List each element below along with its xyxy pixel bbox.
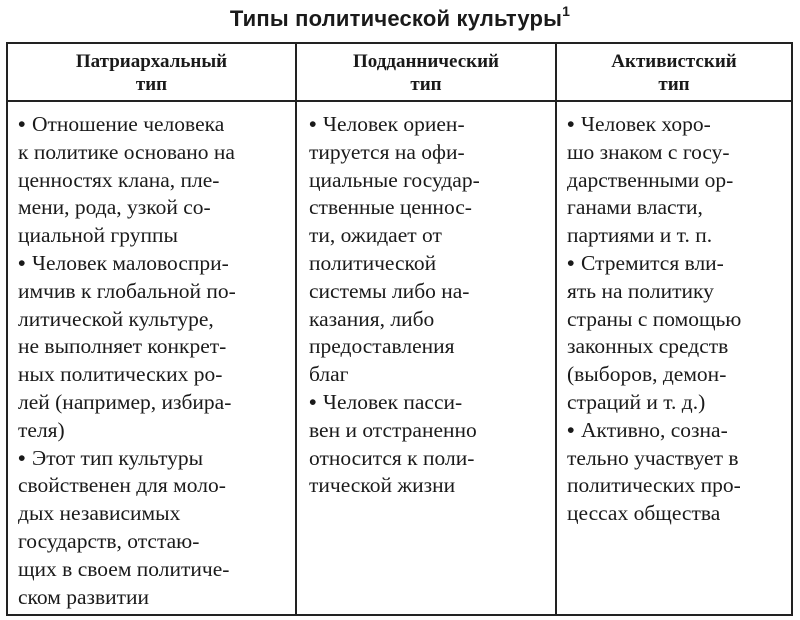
header-participant bbox=[557, 44, 791, 102]
bullet-item-text: законных средств bbox=[567, 334, 729, 359]
bullet-item-text: ственные ценнос- bbox=[309, 195, 472, 220]
header-patriarchal-line-2: тип bbox=[135, 74, 168, 95]
column-participant-body bbox=[557, 102, 791, 614]
header-participant-line-1: Активистский bbox=[611, 51, 737, 72]
bullet-item-text: предоставления bbox=[309, 334, 455, 359]
bullet-item-text: не выполняет конкрет- bbox=[18, 334, 227, 359]
bullet-icon: • bbox=[567, 112, 575, 136]
bullet-item-text: страций и т. д.) bbox=[567, 389, 706, 414]
bullet-item-line bbox=[309, 222, 551, 250]
bullet-item-line bbox=[309, 333, 551, 361]
bullet-icon: • bbox=[309, 112, 317, 136]
bullet-item-text: относится к поли- bbox=[309, 445, 475, 470]
bullet-item-line bbox=[309, 250, 551, 278]
bullet-icon: • bbox=[18, 250, 26, 275]
bullet-item-text: государств, отстаю- bbox=[18, 528, 200, 553]
bullet-item-text: Человек пасси- bbox=[323, 389, 463, 414]
bullet-item-line bbox=[18, 139, 291, 167]
title-text: Типы политической культуры bbox=[229, 6, 563, 31]
bullet-item-line bbox=[567, 389, 787, 417]
bullet-item-text: свойственен для моло- bbox=[18, 473, 226, 498]
bullet-item-text: литической культуре, bbox=[18, 306, 214, 331]
bullet-item-line bbox=[567, 333, 787, 361]
bullet-item-text: шо знаком с госу- bbox=[567, 139, 730, 164]
bullet-icon: • bbox=[567, 417, 575, 442]
bullet-icon: • bbox=[18, 445, 26, 470]
bullet-item-line bbox=[309, 167, 551, 195]
bullet-item bbox=[309, 389, 551, 500]
bullet-item-line bbox=[309, 139, 551, 167]
bullet-item-text: цессах общества bbox=[567, 501, 721, 526]
bullet-item-line bbox=[309, 306, 551, 334]
title-footnote-marker: 1 bbox=[562, 2, 571, 19]
bullet-item-text: Отношение человека bbox=[32, 112, 225, 136]
bullet-item-line bbox=[567, 445, 787, 473]
bullet-icon: • bbox=[309, 389, 317, 414]
bullet-item-line bbox=[18, 306, 291, 334]
bullet-item-line bbox=[309, 445, 551, 473]
bullet-item-line bbox=[18, 250, 291, 278]
column-subject-body bbox=[297, 102, 557, 614]
bullet-item-line bbox=[18, 556, 291, 584]
page-title bbox=[0, 2, 800, 32]
bullet-item-text: ять на политику bbox=[567, 278, 714, 303]
bullet-item-text: лей (например, избира- bbox=[18, 389, 232, 414]
bullet-item-line bbox=[567, 472, 787, 500]
bullet-item-line bbox=[309, 194, 551, 222]
bullet-item-line bbox=[567, 361, 787, 389]
bullet-item-line bbox=[18, 333, 291, 361]
bullet-item bbox=[18, 445, 291, 612]
bullet-item-text: Человек хоро- bbox=[581, 112, 711, 136]
bullet-item-line bbox=[18, 417, 291, 445]
bullet-item-text: циальные государ- bbox=[309, 167, 480, 192]
bullet-item-line bbox=[18, 500, 291, 528]
header-subject-line-1: Подданнический bbox=[353, 51, 499, 72]
bullet-item-text: Человек ориен- bbox=[323, 112, 465, 136]
bullet-item-text: тической жизни bbox=[309, 473, 456, 498]
bullet-item-line bbox=[18, 584, 291, 612]
bullet-item-text: ценностях клана, пле- bbox=[18, 167, 220, 192]
bullet-item-line bbox=[18, 111, 291, 139]
bullet-item-line bbox=[309, 389, 551, 417]
bullet-item-line bbox=[567, 250, 787, 278]
header-subject bbox=[297, 44, 557, 102]
bullet-item-text: тельно участвует в bbox=[567, 445, 739, 470]
bullet-item bbox=[567, 250, 787, 417]
bullet-item-text: ганами власти, bbox=[567, 195, 703, 220]
bullet-item bbox=[309, 111, 551, 389]
bullet-item-text: имчив к глобальной по- bbox=[18, 278, 236, 303]
bullet-item-line bbox=[567, 500, 787, 528]
bullet-item-text: благ bbox=[309, 362, 349, 387]
bullet-item-line bbox=[567, 111, 787, 139]
bullet-item-line bbox=[567, 222, 787, 250]
bullet-item-text: (выборов, демон- bbox=[567, 362, 727, 387]
bullet-item-line bbox=[309, 472, 551, 500]
bullet-item-line bbox=[567, 306, 787, 334]
bullet-item-text: партиями и т. п. bbox=[567, 223, 713, 248]
bullet-item-text: к политике основано на bbox=[18, 139, 235, 164]
bullet-item-text: тируется на офи- bbox=[309, 139, 465, 164]
bullet-item-line bbox=[18, 278, 291, 306]
bullet-item-text: дарственными ор- bbox=[567, 167, 734, 192]
bullet-item-line bbox=[309, 111, 551, 139]
bullet-item-line bbox=[18, 472, 291, 500]
header-subject-line-2: тип bbox=[410, 74, 442, 95]
bullet-item bbox=[18, 111, 291, 250]
header-patriarchal-line-1: Патриархальный bbox=[75, 51, 228, 72]
header-patriarchal bbox=[8, 44, 297, 102]
bullet-item-text: Человек маловоспри- bbox=[32, 250, 229, 275]
bullet-item bbox=[567, 417, 787, 528]
bullet-item-line bbox=[309, 417, 551, 445]
bullet-item-text: циальной группы bbox=[18, 223, 178, 248]
bullet-item-text: ском развитии bbox=[18, 584, 150, 609]
bullet-item-text: страны с помощью bbox=[567, 306, 742, 331]
bullet-item-line bbox=[18, 361, 291, 389]
bullet-item-line bbox=[18, 222, 291, 250]
bullet-icon: • bbox=[567, 250, 575, 275]
bullet-item-line bbox=[18, 194, 291, 222]
bullet-item bbox=[567, 111, 787, 250]
bullet-item-text: вен и отстраненно bbox=[309, 417, 477, 442]
bullet-item-text: политической bbox=[309, 250, 437, 275]
bullet-item-line bbox=[567, 167, 787, 195]
bullet-item-line bbox=[18, 167, 291, 195]
bullet-item-text: ти, ожидает от bbox=[309, 223, 442, 248]
bullet-item-text: щих в своем политиче- bbox=[18, 556, 230, 581]
bullet-item-text: ных политических ро- bbox=[18, 362, 223, 387]
bullet-icon: • bbox=[18, 112, 26, 136]
bullet-item-text: казания, либо bbox=[309, 306, 435, 331]
bullet-item-line bbox=[567, 194, 787, 222]
bullet-item-line bbox=[18, 389, 291, 417]
bullet-item-text: мени, рода, узкой со- bbox=[18, 195, 211, 220]
bullet-item-text: теля) bbox=[18, 417, 65, 442]
bullet-item-line bbox=[567, 278, 787, 306]
bullet-item bbox=[18, 250, 291, 445]
bullet-item-line bbox=[567, 139, 787, 167]
bullet-item-line bbox=[18, 445, 291, 473]
column-patriarchal-body bbox=[8, 102, 297, 614]
bullet-item-text: дых независимых bbox=[18, 501, 181, 526]
bullet-item-line bbox=[567, 417, 787, 445]
bullet-item-line bbox=[309, 278, 551, 306]
bullet-item-text: системы либо на- bbox=[309, 278, 470, 303]
bullet-item-line bbox=[309, 361, 551, 389]
bullet-item-line bbox=[18, 528, 291, 556]
bullet-item-text: Стремится вли- bbox=[581, 250, 724, 275]
bullet-item-text: Активно, созна- bbox=[581, 417, 728, 442]
political-culture-table bbox=[6, 42, 793, 616]
bullet-item-text: политических про- bbox=[567, 473, 741, 498]
bullet-item-text: Этот тип культуры bbox=[32, 445, 204, 470]
header-participant-line-2: тип bbox=[658, 74, 690, 95]
